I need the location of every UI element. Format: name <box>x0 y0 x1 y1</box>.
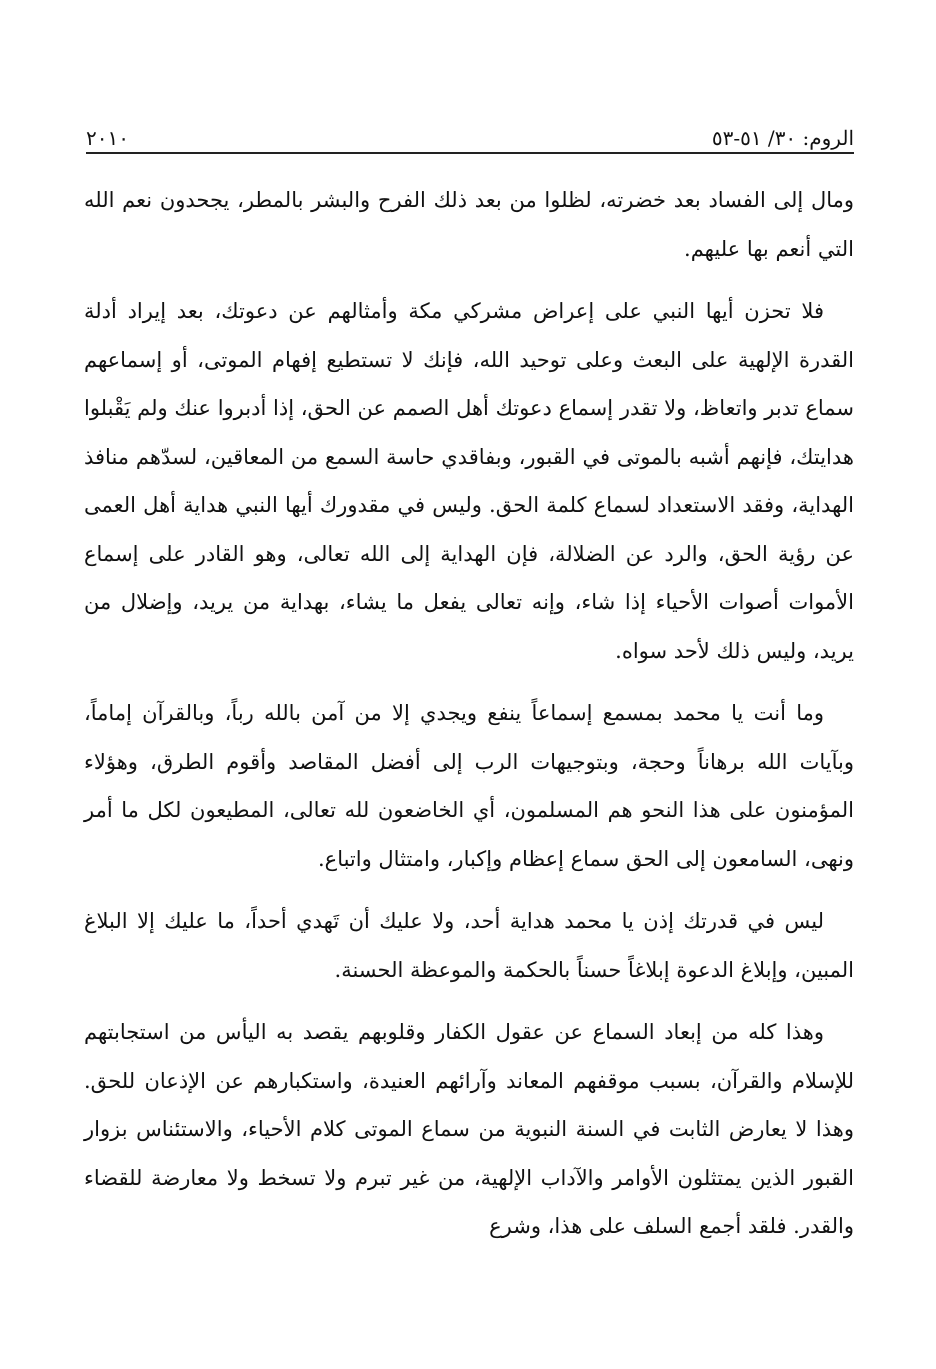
paragraph-3: وما أنت يا محمد بمسمع إسماعاً ينفع ويجدي إلا من آمن بالله رباً، وبالقرآن إماماً، وبآيات الله برهاناً وحجة، وبتوجيهات الرب إلى أفضل المقاصد وأقوم الطرق، وهؤلاء المؤمنون على هذا النحو هم المسلمون، أي الخاضعون لله تعالى، المطيعون لكل ما أمر ونهى، السامعون إلى الحق سماع إعظام وإكبار، وامتثال واتباع. <box>84 701 854 871</box>
paragraph-4: ليس في قدرتك إذن يا محمد هداية أحد، ولا عليك أن تَهدي أحداً، ما عليك إلا البلاغ المبين، وإبلاغ الدعوة إبلاغاً حسناً بالحكمة والموعظة الحسنة. <box>84 909 854 982</box>
running-header <box>86 116 854 152</box>
surah-verse-reference: الروم: ٣٠/ ٥١-٥٣ <box>711 126 854 150</box>
paragraph-5: وهذا كله من إبعاد السماع عن عقول الكفار وقلوبهم يقصد به اليأس من استجابتهم للإسلام والقرآن، بسبب موقفهم المعاند وآرائهم العنيدة، واستكبارهم عن الإذعان للحق. وهذا لا يعارض الثابت في السنة النبوية من سماع الموتى كلام الأحياء، والاستئناس بزوار القبور الذين يمتثلون الأوامر والآداب الإلهية، من غير تبرم ولا تسخط ولا معارضة للقضاء والقدر. فلقد أجمع السلف على هذا، وشرع <box>84 1020 854 1238</box>
page-number: ٢٠١٠ <box>86 126 129 150</box>
header-divider <box>86 152 854 154</box>
body-text <box>84 176 854 1265</box>
paragraph-2: فلا تحزن أيها النبي على إعراض مشركي مكة وأمثالهم عن دعوتك، بعد إيراد أدلة القدرة الإلهية على البعث وعلى توحيد الله، فإنك لا تستطيع إفهام الموتى، أو إسماعهم سماع تدبر واتعاظ، ولا تقدر إسماع دعوتك أهل الصمم عن الحق، إذا أدبروا عنك ولم يَقْبلوا هدايتك، فإنهم أشبه بالموتى في القبور، وبفاقدي حاسة السمع من المعاقين، لسدّهم منافذ الهداية، وفقد الاستعداد لسماع كلمة الحق. وليس في مقدورك أيها النبي هداية أهل العمى عن رؤية الحق، والرد عن الضلالة، فإن الهداية إلى الله تعالى، وهو القادر على إسماع الأموات أصوات الأحياء إذا شاء، وإنه تعالى يفعل ما يشاء، بهداية من يريد، وإضلال من يريد، وليس ذلك لأحد سواه. <box>84 299 854 663</box>
paragraph-1: ومال إلى الفساد بعد خضرته، لظلوا من بعد ذلك الفرح والبشر بالمطر، يجحدون نعم الله التي أنعم بها عليهم. <box>84 188 854 261</box>
